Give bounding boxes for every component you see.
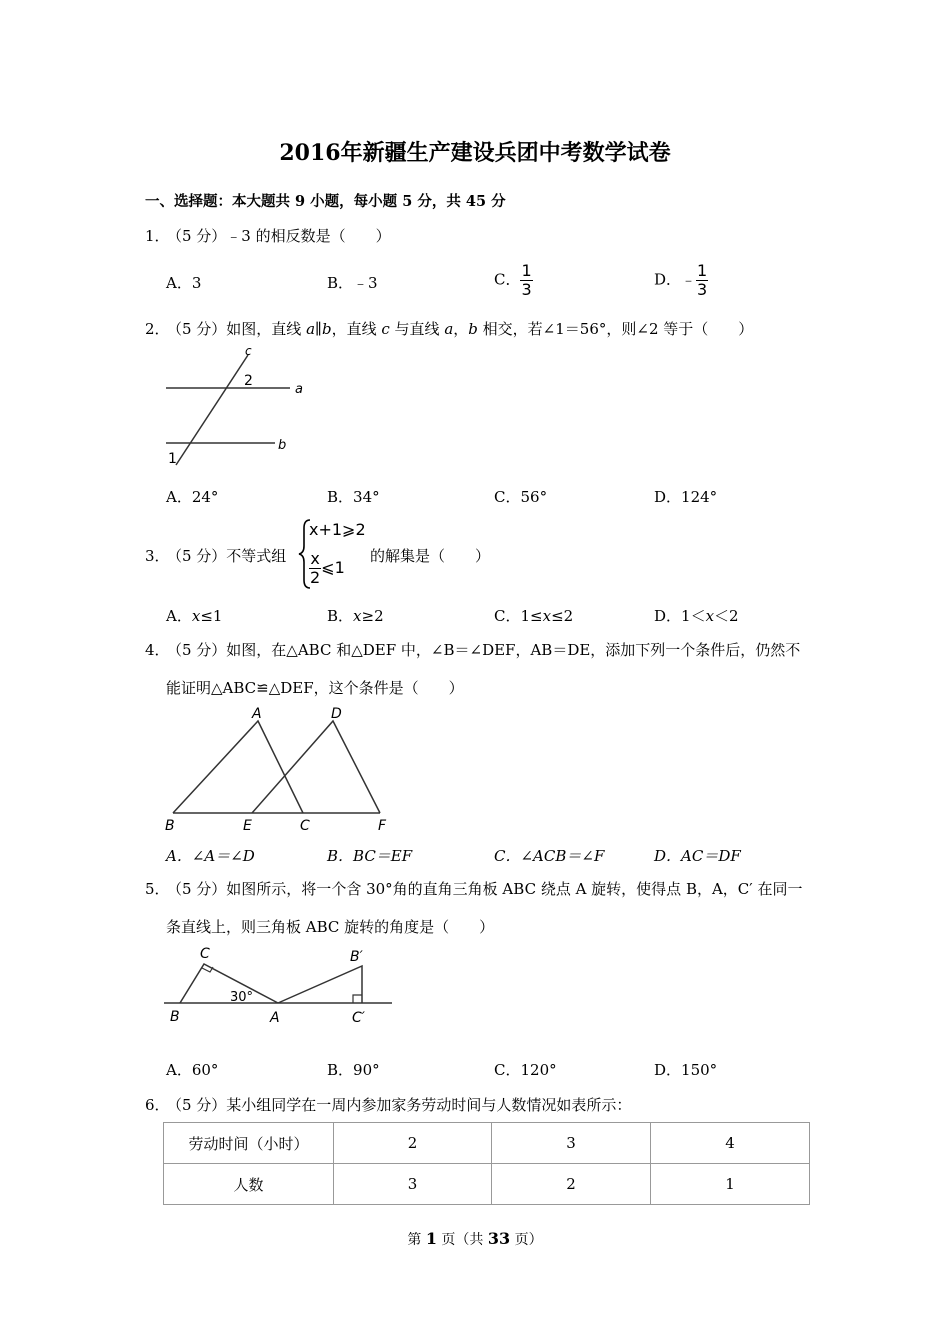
- question-text: ，: [453, 320, 469, 338]
- option-a: A．x≤1: [166, 607, 223, 625]
- label-A: A: [270, 1010, 280, 1026]
- label-B: B: [165, 818, 175, 834]
- var-b: b: [321, 320, 332, 338]
- triangles-figure: [160, 703, 400, 835]
- inequality-1: x+1⩾2: [309, 520, 366, 539]
- option-c: C．1≤x≤2: [494, 607, 574, 625]
- option-b: B．x≥2: [327, 607, 384, 625]
- inequality-2: [309, 550, 345, 587]
- option-c: [494, 262, 533, 299]
- question-text: （5 分）﹣3 的相反数是（ ）: [167, 227, 391, 245]
- table-row: [164, 1164, 810, 1205]
- var-a: a: [444, 320, 454, 338]
- question-6: [145, 1094, 631, 1115]
- var-c: c: [381, 320, 390, 338]
- fraction: [696, 262, 708, 299]
- question-text: 相交，若∠1＝56°，则∠2 等于（ ）: [477, 320, 754, 338]
- option-c: C．56°: [494, 488, 548, 506]
- label-C: C: [300, 818, 310, 834]
- parallel-lines-figure: [160, 343, 310, 468]
- table-cell: 人数: [164, 1164, 334, 1205]
- table-cell: 2: [334, 1123, 492, 1164]
- triangle-abc-rotated: [278, 966, 362, 1003]
- option-a: A．24°: [166, 488, 219, 506]
- option-b: B．90°: [327, 1061, 380, 1079]
- question-number: 1．: [145, 227, 170, 245]
- table-cell: 劳动时间（小时）: [164, 1123, 334, 1164]
- numerator: 1: [697, 261, 708, 280]
- label-B: B: [170, 1009, 180, 1025]
- question-number: 5．: [145, 880, 170, 898]
- option-b: B．﹣3: [327, 274, 378, 292]
- option-label: D．﹣: [654, 270, 697, 289]
- question-text: 与直线: [389, 320, 445, 338]
- option-label: C．: [494, 270, 521, 289]
- label-B-prime: B′: [350, 949, 363, 965]
- page-number: 1: [425, 1229, 437, 1248]
- var-b: b: [468, 320, 478, 338]
- label-b: b: [278, 438, 287, 453]
- triangle-abc: [180, 964, 278, 1003]
- table-cell: 3: [334, 1164, 492, 1205]
- option-d: D．AC＝DF: [654, 847, 741, 865]
- right-angle-mark: [353, 995, 362, 1003]
- angle-2-label: 2: [244, 373, 253, 389]
- label-C: C: [200, 946, 210, 962]
- triangle-abc: [173, 721, 303, 813]
- question-text: （5 分）如图所示，将一个含 30°角的直角三角板 ABC 绕点 A 旋转，使得点 B，A，C′ 在同一: [167, 880, 803, 898]
- option-b: B．BC＝EF: [327, 847, 413, 865]
- question-4: [145, 639, 800, 660]
- option-a: A．3: [166, 274, 202, 292]
- label-A: A: [252, 706, 262, 722]
- label-E: E: [243, 818, 252, 834]
- option-d: D．150°: [654, 1061, 718, 1079]
- label-F: F: [378, 818, 387, 834]
- question-5-line-2: 条直线上，则三角板 ABC 旋转的角度是（ ）: [166, 918, 495, 936]
- label-c: c: [245, 344, 252, 358]
- question-4-line-2: 能证明△ABC≌△DEF，这个条件是（ ）: [166, 679, 464, 697]
- triangle-def: [252, 721, 380, 813]
- table-cell: 4: [651, 1123, 810, 1164]
- option-d: D．1＜x＜2: [654, 607, 739, 625]
- table-cell: 3: [492, 1123, 651, 1164]
- data-table: [163, 1122, 810, 1205]
- fraction: [520, 262, 532, 299]
- option-d: [654, 262, 708, 299]
- option-c: C．120°: [494, 1061, 557, 1079]
- option-c: C．∠ACB＝∠F: [494, 847, 605, 865]
- label-D: D: [331, 706, 342, 722]
- question-number: 2．: [145, 320, 170, 338]
- parallel-symbol: ∥: [315, 320, 322, 338]
- option-a: A．∠A＝∠D: [166, 847, 255, 865]
- table-cell: 1: [651, 1164, 810, 1205]
- table-cell: 2: [492, 1164, 651, 1205]
- question-text: （5 分）如图，在△ABC 和△DEF 中，∠B＝∠DEF，AB＝DE，添加下列一个条件后，仍然不: [167, 641, 801, 659]
- numerator: x: [310, 549, 320, 568]
- var-a: a: [306, 320, 316, 338]
- question-5: [145, 878, 802, 899]
- question-3: [145, 545, 286, 566]
- denominator: 3: [697, 280, 708, 299]
- label-C-prime: C′: [352, 1010, 365, 1026]
- page-title: 2016年新疆生产建设兵团中考数学试卷: [279, 140, 671, 166]
- line-c: [176, 355, 248, 465]
- section-header: 一、选择题：本大题共 9 小题，每小题 5 分，共 45 分: [145, 193, 506, 210]
- page-footer: 第 1 页（共 33 页）: [407, 1229, 543, 1248]
- question-text-tail: 的解集是（ ）: [370, 547, 491, 565]
- angle-1-label: 1: [168, 451, 177, 467]
- option-d: D．124°: [654, 488, 718, 506]
- question-text: ，直线: [331, 320, 382, 338]
- inequality-rhs: ⩽1: [321, 558, 345, 577]
- numerator: 1: [521, 261, 532, 280]
- option-b: B．34°: [327, 488, 380, 506]
- angle-label: 30°: [230, 990, 254, 1005]
- table-row: [164, 1123, 810, 1164]
- question-text: （5 分）某小组同学在一周内参加家务劳动时间与人数情况如表所示：: [167, 1096, 632, 1114]
- rotation-figure: [160, 940, 400, 1030]
- question-number: 6．: [145, 1096, 170, 1114]
- question-2: [145, 318, 753, 339]
- question-1: [145, 225, 391, 246]
- question-text: （5 分）如图，直线: [167, 320, 307, 338]
- question-text: （5 分）不等式组: [167, 547, 287, 565]
- question-number: 4．: [145, 641, 170, 659]
- page-total: 33: [487, 1229, 511, 1248]
- denominator: 2: [310, 568, 321, 587]
- option-a: A．60°: [166, 1061, 219, 1079]
- label-a: a: [295, 382, 303, 397]
- question-number: 3．: [145, 547, 170, 565]
- denominator: 3: [521, 280, 532, 299]
- fraction: [309, 550, 321, 587]
